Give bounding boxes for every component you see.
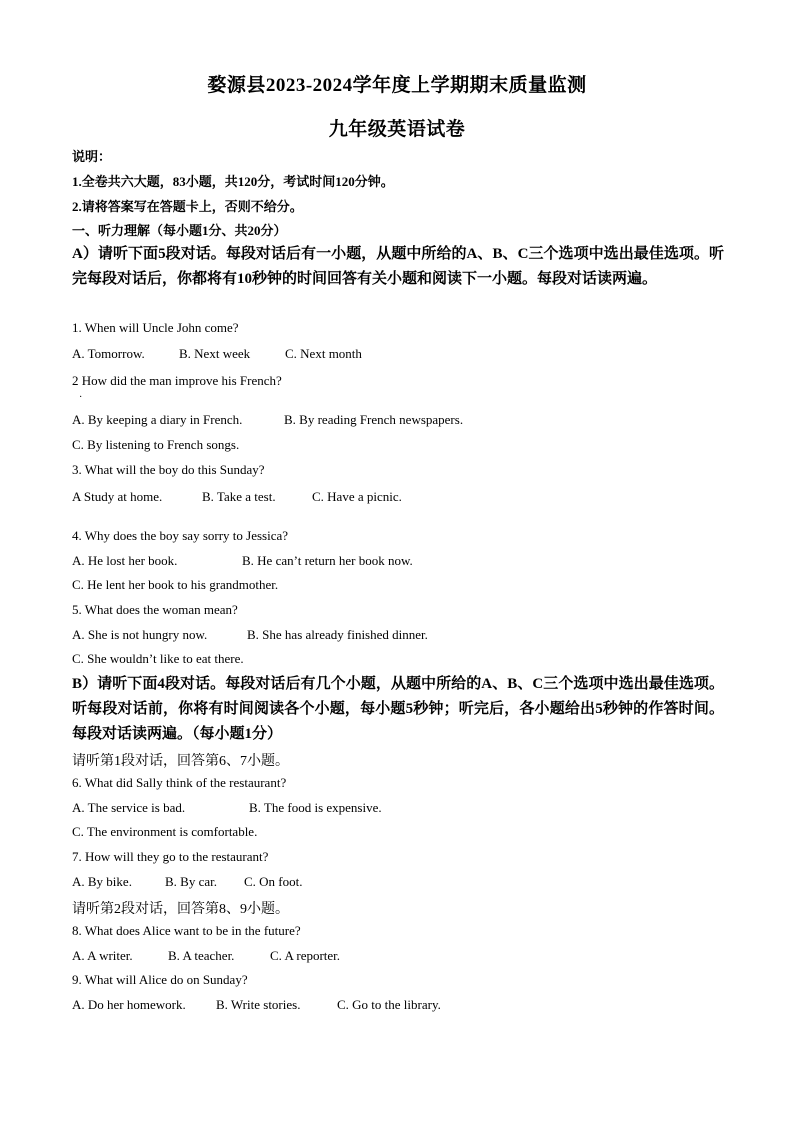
q2-option-b: B. By reading French newspapers. <box>284 412 464 427</box>
instruction-line-1: 1.全卷共六大题，83小题，共120分，考试时间120分钟。 <box>72 174 394 189</box>
q8-option-a: A. A writer. <box>72 948 133 963</box>
q7-option-a: A. By bike. <box>72 874 132 889</box>
instructions-label: 说明： <box>72 149 112 164</box>
q5-option-a: A. She is not hungry now. <box>72 627 208 642</box>
question-3: 3. What will the boy do this Sunday? <box>72 462 265 477</box>
q4-option-a: A. He lost her book. <box>72 553 178 568</box>
question-1: 1. When will Uncle John come? <box>72 320 239 335</box>
exam-subtitle: 九年级英语试卷 <box>328 119 466 140</box>
q6-option-c: C. The environment is comfortable. <box>72 824 258 839</box>
q7-option-c: C. On foot. <box>244 874 303 889</box>
q8-option-c: C. A reporter. <box>270 948 341 963</box>
q3-option-c: C. Have a picnic. <box>312 489 402 504</box>
q3-option-a: A Study at home. <box>72 489 163 504</box>
question-8: 8. What does Alice want to be in the future? <box>72 923 301 938</box>
q8-option-b: B. A teacher. <box>168 948 235 963</box>
q5-option-c: C. She wouldn’t like to eat there. <box>72 651 244 666</box>
question-7: 7. How will they go to the restaurant? <box>72 849 269 864</box>
q1-option-a: A. Tomorrow. <box>72 346 145 361</box>
q1-option-c: C. Next month <box>285 346 362 361</box>
q6-option-b: B. The food is expensive. <box>249 800 382 815</box>
question-5: 5. What does the woman mean? <box>72 602 238 617</box>
q7-option-b: B. By car. <box>165 874 217 889</box>
q9-option-a: A. Do her homework. <box>72 997 186 1012</box>
part-a-directions: A）请听下面5段对话。每段对话后有一小题，从题中所给的A、B、C三个选项中选出最佳选项。听完每段对话后，你都将有10秒钟的时间回答有关小题和阅读下一小题。每段对话读两遍。 <box>72 246 724 287</box>
q2-option-a: A. By keeping a diary in French. <box>72 412 243 427</box>
q4-option-b: B. He can’t return her book now. <box>242 553 413 568</box>
question-4: 4. Why does the boy say sorry to Jessica? <box>72 528 289 543</box>
q1-option-b: B. Next week <box>179 346 251 361</box>
question-9: 9. What will Alice do on Sunday? <box>72 972 248 987</box>
instruction-line-2: 2.请将答案写在答题卡上，否则不给分。 <box>72 199 303 214</box>
stray-dot: · <box>79 392 83 403</box>
q6-option-a: A. The service is bad. <box>72 800 186 815</box>
q3-option-b: B. Take a test. <box>202 489 276 504</box>
question-6: 6. What did Sally think of the restaurant? <box>72 775 287 790</box>
q4-option-c: C. He lent her book to his grandmother. <box>72 577 279 592</box>
section-1-title: 一、听力理解（每小题1分、共20分） <box>72 223 287 238</box>
q5-option-b: B. She has already finished dinner. <box>247 627 428 642</box>
q9-option-b: B. Write stories. <box>216 997 301 1012</box>
dialog-1-note: 请听第1段对话，回答第6、7小题。 <box>72 754 289 769</box>
exam-title: 婺源县2023-2024学年度上学期期末质量监测 <box>207 75 587 96</box>
q2-option-c: C. By listening to French songs. <box>72 437 240 452</box>
dialog-2-note: 请听第2段对话，回答第8、9小题。 <box>72 902 289 917</box>
part-b-directions: B）请听下面4段对话。每段对话后有几个小题，从题中所给的A、B、C三个选项中选出最佳选项。听每段对话前，你将有时间阅读各个小题，每小题5秒钟；听完后，各小题给出5秒钟的作答时间。每段对话读两遍。（每小题1分） <box>72 676 724 742</box>
q9-option-c: C. Go to the library. <box>337 997 441 1012</box>
question-2: 2 How did the man improve his French? <box>72 373 282 388</box>
